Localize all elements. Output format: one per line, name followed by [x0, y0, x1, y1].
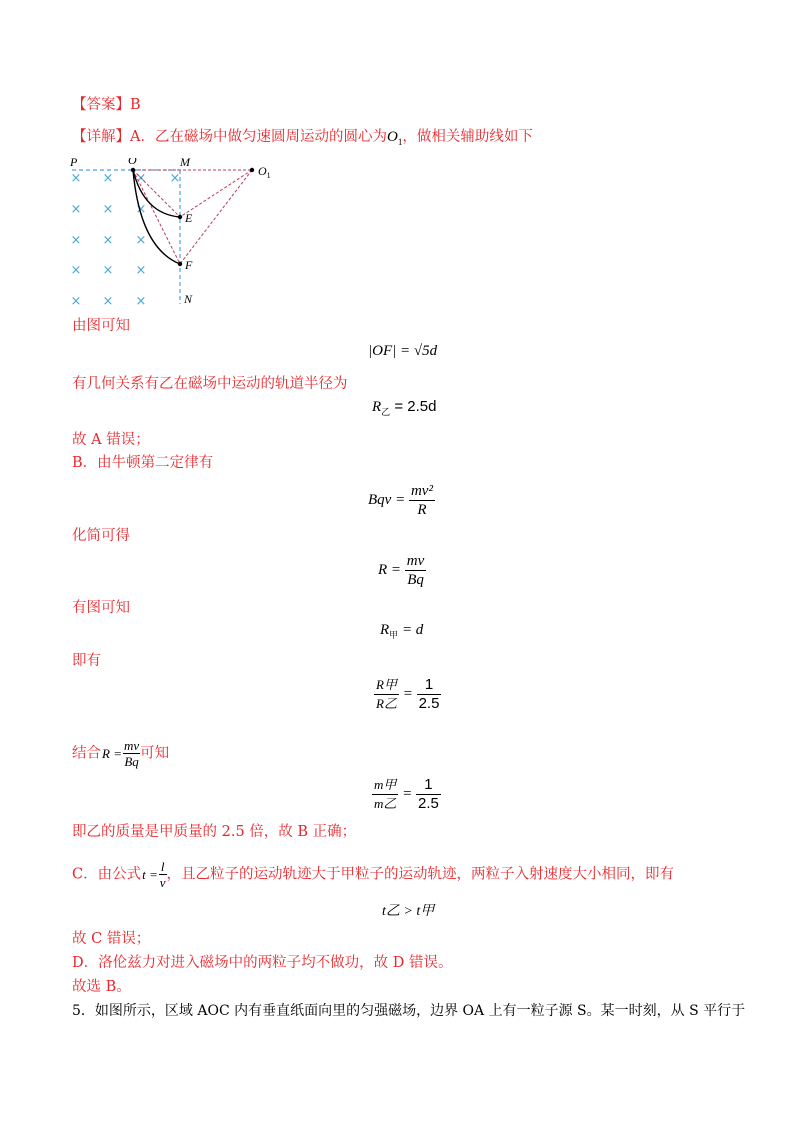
label-N: N — [184, 292, 193, 306]
field-cross: × — [70, 294, 82, 309]
point-O1 — [250, 168, 254, 172]
field-cross: × — [102, 202, 114, 217]
field-cross: × — [102, 263, 114, 278]
formula-R-jia: $R_甲 = d$ — [380, 622, 424, 640]
point-F — [178, 262, 182, 266]
field-cross: × — [102, 294, 114, 309]
magnetic-field-figure — [66, 158, 286, 314]
inline-frac-R: $\frac{mv}{Bq}$ — [123, 738, 140, 769]
field-cross: × — [169, 171, 181, 186]
label-E: E — [185, 211, 193, 225]
point-O — [131, 168, 135, 172]
field-cross: × — [70, 202, 82, 217]
label-O: O — [128, 158, 137, 167]
field-cross: × — [135, 263, 147, 278]
formula-OF: |OF| = √5d — [368, 343, 438, 359]
next-question: 5．如图所示，区域 AOC 内有垂直纸面向里的匀强磁场，边界 OA 上有一粒子源 S。某一时刻，从 S 平行于 — [72, 1003, 746, 1019]
field-cross: × — [135, 233, 147, 248]
inline-formula-R: R = — [102, 745, 122, 761]
label-M: M — [180, 158, 190, 169]
text-line: 故选 B。 — [72, 979, 131, 995]
inline-frac-t: $\frac{l}{v}$ — [159, 859, 166, 890]
aux-line-O1-E — [180, 170, 252, 217]
formula-m-ratio: $\frac{\text{m甲}}{\text{m乙}}$ = $\frac{1}{2.5}$ — [374, 776, 439, 812]
text-line: B．由牛顿第二定律有 — [72, 455, 214, 471]
field-cross: × — [102, 171, 114, 186]
answer-line — [72, 95, 141, 115]
text-line: 即乙的质量是甲质量的 2.5 倍，故 B 正确； — [72, 824, 357, 840]
text-line: 有图可知 — [72, 600, 130, 616]
formula-R-ratio: $\frac{\text{R甲}}{\text{R乙}}$ = $\frac{1}{2.5}$ — [376, 676, 440, 712]
answer-value: B — [130, 97, 141, 113]
label-P: P — [70, 158, 78, 169]
detail-intro — [72, 127, 533, 152]
field-cross: × — [102, 233, 114, 248]
field-cross: × — [135, 202, 147, 217]
text-line: 即有 — [72, 653, 101, 669]
field-cross: × — [135, 294, 147, 309]
center-symbol: $O_1$ — [386, 129, 403, 147]
text-line: 有几何关系有乙在磁场中运动的轨道半径为 — [72, 376, 348, 392]
text-line: 由图可知 — [72, 318, 130, 334]
field-cross: × — [70, 263, 82, 278]
label-O1: $O_1$ — [258, 164, 271, 180]
formula-radius: R = $\frac{mv}{Bq}$ — [378, 553, 425, 588]
field-cross: × — [135, 171, 147, 186]
text-line: 故 A 错误； — [72, 432, 150, 448]
text-line: 故 C 错误； — [72, 931, 151, 947]
text-line: 化简可得 — [72, 528, 130, 544]
text-line: 结合R = $\frac{mv}{Bq}$ 可知 — [72, 738, 170, 769]
label-F: F — [185, 258, 193, 272]
answer-label: 【答案】 — [72, 97, 130, 113]
detail-intro-text: A．乙在磁场中做匀速圆周运动的圆心为 — [130, 129, 387, 145]
detail-label: 【详解】 — [72, 129, 130, 145]
formula-R-yi: $R_乙 = 2.5d$ — [372, 398, 437, 417]
field-cross: × — [70, 171, 82, 186]
text-line: C．由公式t = $\frac{l}{v}$ ，且乙粒子的运动轨迹大于甲粒子的运动轨迹，两粒子入射速度大小相同，即有 — [72, 859, 675, 890]
point-E — [178, 215, 182, 219]
text-line: D．洛伦兹力对进入磁场中的两粒子均不做功，故 D 错误。 — [72, 955, 453, 971]
formula-time: t乙 > t甲 — [382, 904, 435, 919]
field-cross: × — [70, 233, 82, 248]
formula-newton: Bqv = $\frac{\text{mv²}}{R}$ — [368, 483, 433, 518]
detail-intro-tail: ，做相关辅助线如下 — [402, 129, 533, 145]
inline-formula-t: t = — [142, 866, 158, 882]
